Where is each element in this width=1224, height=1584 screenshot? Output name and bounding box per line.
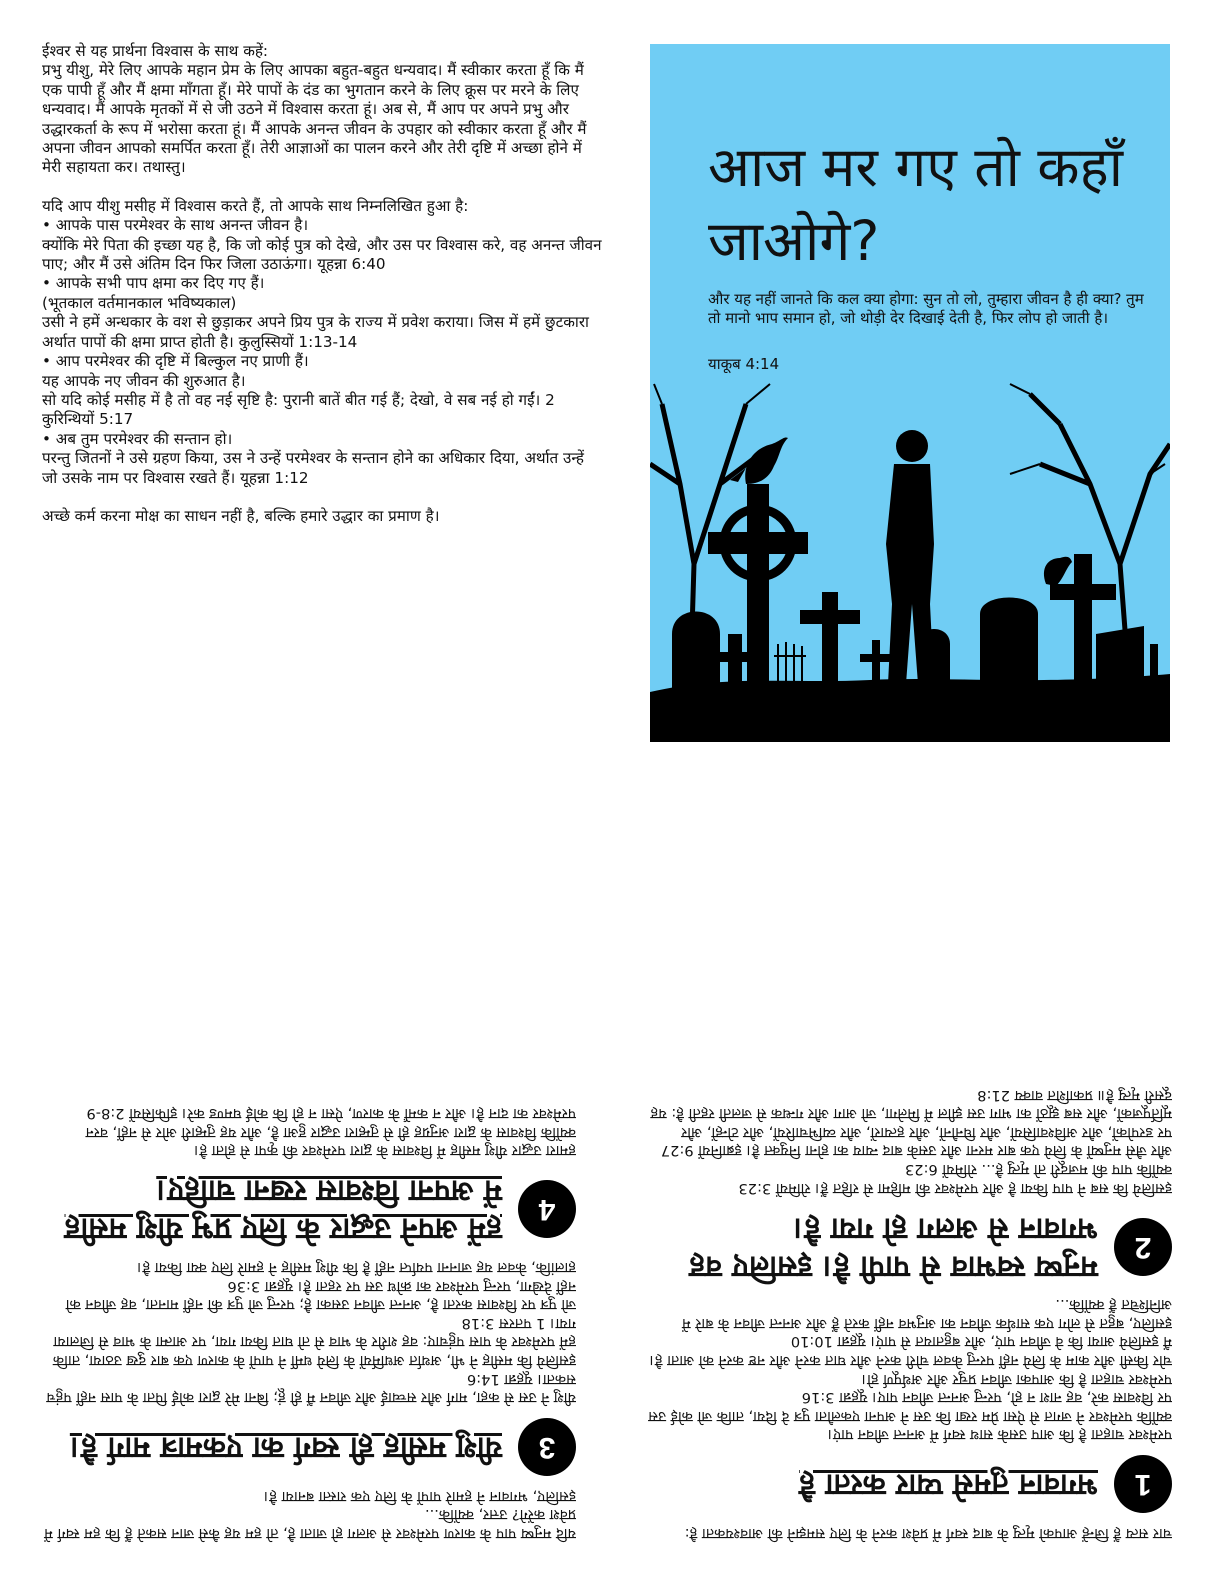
truths-panel-3-4 (42, 800, 576, 1542)
section-paragraph: हालांकि, केवल यह जानना पर्याप्त नहीं है कि यीशु मसीह ने हमारे लिए क्या किया है। (136, 1259, 576, 1277)
benefit-line: • आपके पास परमेश्वर के साथ अनन्त जीवन है। (42, 216, 309, 235)
section-number-badge: 3 (518, 1418, 576, 1476)
section-paragraph: क्योंकि विश्वास के द्वारा अनुग्रह ही से तुम्हारा उद्धार हुआ है, और यह तुम्हारी ओर से नहीं, वरन परमेश्वर का दान है। और न कर्मों के कारण, ऐसा न हो कि कोई घमण्ड करे। इफिसियों 2:8-9 (85, 1105, 576, 1141)
section-paragraph: चोर किसी और काम के लिये नहीं परन्तु केवल चोरी करने और घात करने और नष्ट करने को आता है। मैं इसलिये आया कि वे जीवन पाएं, और बहुतायत से पाएं। यूहन्ना 10:10 (649, 1333, 1172, 1370)
benefit-line: • अब तुम परमेश्वर की सन्तान हो। (42, 429, 233, 448)
truth-section-2 (640, 1085, 1172, 1285)
section-paragraph: यीशु ने उस से कहा, मार्ग और सच्चाई और जीवन मैं ही हूं; बिना मेरे द्वारा कोई पिता के पास नहीं पहुंच सकता। यूहन्ना 14:6 (46, 1370, 576, 1407)
prayer-panel (42, 42, 602, 526)
benefit-line: यह आपके नए जीवन की शुरुआत है। (42, 371, 246, 390)
cover-reference: याकूब 4:14 (708, 355, 780, 373)
cover-panel (650, 44, 1170, 742)
panel-intro: इसलिए, भगवान ने हमारे पापों के लिए एक रास्ता बनाया है। (263, 1487, 576, 1505)
truths-intro: चार सत्य हैं जिन्हें आपको मृत्यु के बाद स्वर्ग में प्रवेश करने के लिए समझने की आवश्यकता है: (684, 1525, 1172, 1542)
section-heading: यीशु मसीह ही स्वर्ग का एकमात्र मार्ग है। (69, 1430, 502, 1466)
section-paragraph: क्योंकि पाप की मजदूरी तो मृत्यु है... रोमियों 6:23 (904, 1161, 1172, 1179)
section-paragraph: क्योंकि परमेश्वर ने जगत से ऐसा प्रेम रखा कि उस ने अपना एकलौता पुत्र दे दिया, ताकि जो कोई उस पर विश्वास करे, वह नाश न हो, परन्तु अनन्त जीवन पाए। यूहन्ना 3:16 (648, 1389, 1172, 1425)
benefit-line: • आप परमेश्वर की दृष्टि में बिल्कुल नए प्राणी हैं। (42, 352, 309, 371)
benefit-line: सो यदि कोई मसीह में है तो वह नई सृष्टि है: पुरानी बातें बीत गई हैं; देखो, वे सब नई हो गईं। 2 कुरिन्थियों 5:17 (42, 390, 555, 429)
section-paragraph: जो पुत्र पर विश्वास करता है, अनन्त जीवन उसका है; परन्तु जो पुत्र की नहीं मानता, वह जीवन को नहीं देखेगा, परन्तु परमेश्वर का क्रोध उस पर रहता है। यूहन्ना 3:36 (65, 1277, 576, 1314)
section-paragraph: इसलिए, बहुत से लोग एक सार्थक जीवन का अनुभव नहीं करते हैं और अनन्त जीवन के बारे में अनिश्चित हैं क्योंकि... (682, 1296, 1172, 1332)
truth-section-3 (42, 1257, 576, 1476)
section-paragraph: परमेश्वर चाहता है कि आप उसके साथ स्वर्ग में अनन्त जीवन पाएं। (827, 1426, 1172, 1444)
truth-section-1 (640, 1295, 1172, 1514)
panel-intro: यदि मनुष्य पाप के कारण परमेश्वर से अलग हो जाता है, तो हम यह कैसे जान सकते हैं कि हम स्वर्ग में प्रवेश करेंगे? उत्तर, क्योंकि... (44, 1506, 576, 1542)
benefit-line: परन्तु जितनों ने उसे ग्रहण किया, उस ने उन्हें परमेश्वर के सन्तान होने का अधिकार दिया, अर्थात उन्हें जो उसके नाम पर विश्वास रखते हैं। यूहन्ना 1:12 (42, 449, 584, 487)
section-number-badge: 2 (1114, 1218, 1172, 1276)
section-heading: भगवान तुमसे प्यार करता है (799, 1467, 1098, 1503)
section-heading: हमें अपने उद्धार के लिए प्रभु यीशु मसीह में अपना विश्वास रखना चाहिए। (64, 1173, 502, 1247)
cover-title: आज मर गए तो कहाँ जाओगे? (708, 135, 1124, 273)
section-heading: मनुष्य स्वभाव से पापी है। इसलिए वह भगवान से अलग हो गया है। (689, 1210, 1098, 1284)
benefit-line: (भूतकाल वर्तमानकाल भविष्यकाल) (42, 293, 237, 312)
section-number-badge: 4 (518, 1180, 576, 1238)
benefits-intro: यदि आप यीशु मसीह में विश्वास करते हैं, तो आपके साथ निम्नलिखित हुआ है: (42, 196, 469, 215)
section-paragraph: पर डरपोकों, और अविश्वासियों, और घिनौनों, और हत्यारों, और व्यभिचारियों, और टोन्हों, और मूर्तिपूजकों, और सब झूठों का भाग उस झील में मिलेगा, जो आग और गन्धक से जलती रहती है: यह दूसरी मृत्यु है॥ प्रकाशित वाक्य 21:8 (650, 1086, 1172, 1141)
prayer-intro: ईश्वर से यह प्रार्थना विश्वास के साथ कहें: (42, 42, 269, 60)
section-paragraph: परमेश्वर चाहता है कि आपका जीवन प्रचुर और अर्थपूर्ण हो। (861, 1370, 1172, 1388)
closing-text: अच्छे कर्म करना मोक्ष का साधन नहीं है, बल्कि हमारे उद्धार का प्रमाण है। (42, 506, 440, 525)
section-paragraph: हमारा उद्धार यीशु मसीह में विश्वास के द्वारा परमेश्वर की कृपा से होता है। (193, 1142, 576, 1160)
section-paragraph: और जैसे मनुष्यों के लिये एक बार मरना और उसके बाद न्याय का होना नियुक्त है। इब्रानियों 9:27 (660, 1142, 1172, 1160)
truth-section-4 (42, 1104, 576, 1248)
section-number-badge: 1 (1114, 1455, 1172, 1513)
cover-verse: और यह नहीं जानते कि कल क्या होगा: सुन तो लो, तुम्हारा जीवन है ही क्या? तुम तो मानो भाप समान हो, जो थोड़ी देर दिखाई देती है, फिर लोप हो जाती है। (708, 290, 1144, 327)
section-paragraph: इसलिये कि मसीह ने भी, अर्थात अधर्मियों के लिये धर्मी ने पापों के कारण एक बार दुख उठाया, ताकि हमें परमेश्वर के पास पहुंचाए: वह शरीर के भाव से तो घात किया गया, पर आत्मा के भाव से जिलाया गया। 1 पतरस 3:18 (52, 1314, 576, 1370)
benefit-line: उसी ने हमें अन्धकार के वश से छुड़ाकर अपने प्रिय पुत्र के राज्य में प्रवेश कराया। जिस में हमें छुटकारा अर्थात पापों की क्षमा प्राप्त होती है। कुलुस्सियों 1:13-14 (42, 313, 589, 351)
benefit-line: क्योंकि मेरे पिता की इच्छा यह है, कि जो कोई पुत्र को देखे, और उस पर विश्वास करे, वह अनन्त जीवन पाए; और मैं उसे अंतिम दिन फिर जिला उठाऊंगा। यूहन्ना 6:40 (42, 235, 602, 274)
prayer-text: प्रभु यीशु, मेरे लिए आपके महान प्रेम के लिए आपका बहुत-बहुत धन्यवाद। मैं स्वीकार करता हूँ कि मैं एक पापी हूँ और मैं क्षमा माँगता हूँ। मेरे पापों के दंड का भुगतान करने के लिए क्रूस पर मरने के लिए धन्यवाद। मैं आपके मृतकों में से जी उठने में विश्वास करता हूं। अब से, मैं आप पर अपने प्रभु और उद्धारकर्ता के रूप में भरोसा करता हूं। मैं आपके अनन्त जीवन के उपहार को स्वीकार करता हूँ और मैं अपना जीवन आपको समर्पित करता हूँ। तेरी आज्ञाओं का पालन करने और तेरी दृष्टि में अच्छा होने में मेरी सहायता कर। तथास्तु। (42, 61, 587, 177)
truths-panel-1-2 (640, 800, 1172, 1542)
section-paragraph: इसलिये कि सब ने पाप किया है और परमेश्वर की महिमा से रहित हैं। रोमियों 3:23 (738, 1179, 1172, 1197)
benefit-line: • आपके सभी पाप क्षमा कर दिए गए हैं। (42, 274, 265, 293)
